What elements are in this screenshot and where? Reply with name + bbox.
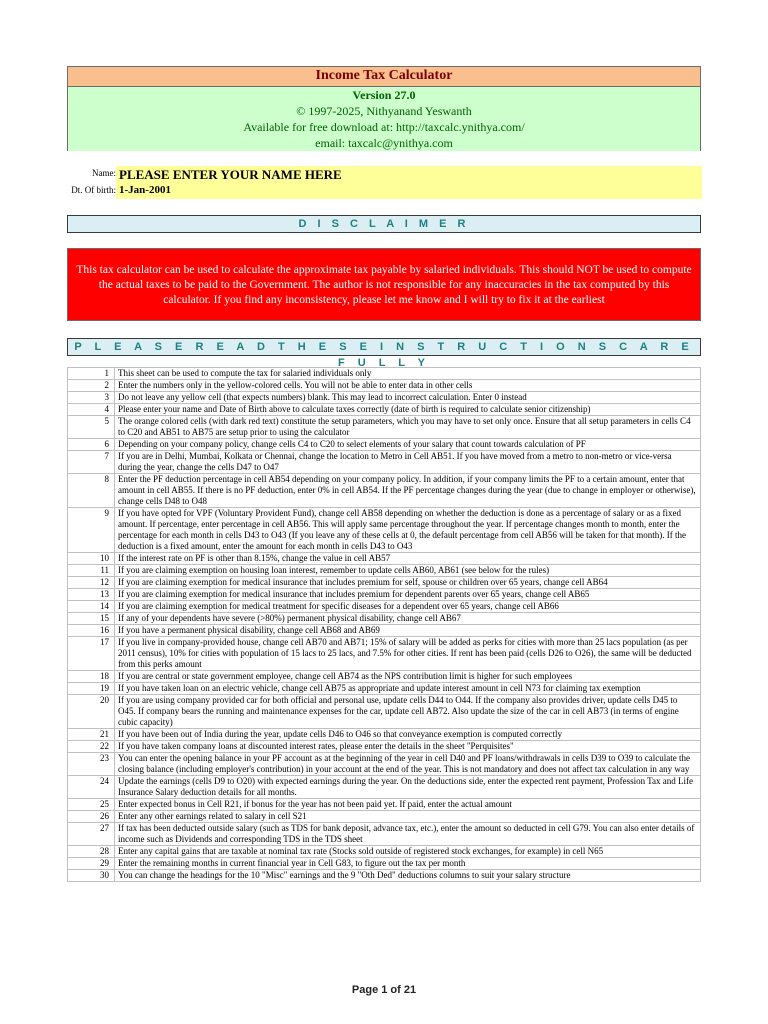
name-label: Name: xyxy=(92,168,116,178)
instruction-text: If you have been out of India during the year, update cells D46 to O46 so that conveyance exemption is computed correctly xyxy=(115,729,701,741)
instruction-row xyxy=(68,416,701,439)
instruction-number: 17 xyxy=(68,637,115,671)
instruction-row xyxy=(68,508,701,553)
instruction-text: If you are claiming exemption on housing loan interest, remember to update cells AB60, AB61 (see below for the rules) xyxy=(115,565,701,577)
instruction-number: 15 xyxy=(68,613,115,625)
instruction-number: 4 xyxy=(68,404,115,416)
disclaimer-text: This tax calculator can be used to calculate the approximate tax payable by salaried individuals. This should NOT be used to compute the actual taxes to be paid to the Government. The author is not responsible for any inaccuracies in the tax computed by this calculator. If you find any inconsistency, please let me know and I will try to fix it at the earliest xyxy=(67,248,701,321)
instruction-text: If you are claiming exemption for medical treatment for specific diseases for a dependent over 65 years, change cell AB66 xyxy=(115,601,701,613)
instruction-row xyxy=(68,368,701,380)
instruction-text: If you live in company-provided house, change cell AB70 and AB71; 15% of salary will be added as perks for cities with more than 25 lacs population (as per 2011 census), 10% for cities with population of 15 lacs to 25 lacs, and 7.5% for other cities. If rent has been paid (cells D26 to O26), the same will be deducted from this perks amount xyxy=(115,637,701,671)
instruction-text: If the interest rate on PF is other than 8.15%, change the value in cell AB57 xyxy=(115,553,701,565)
instruction-text: If you have taken company loans at discounted interest rates, please enter the details in the sheet "Perquisites" xyxy=(115,741,701,753)
instruction-text: Enter any capital gains that are taxable at nominal tax rate (Stocks sold outside of registered stock exchanges, for example) in cell N65 xyxy=(115,846,701,858)
download-link[interactable]: Available for free download at: http://taxcalc.ynithya.com/ xyxy=(243,120,525,134)
instruction-text: If you are claiming exemption for medical insurance that includes premium for self, spouse or children over 65 years, change cell AB64 xyxy=(115,577,701,589)
instruction-text: Update the earnings (cells D9 to O20) with expected earnings during the year. On the deductions side, enter the expected rent payment, Profession Tax and Life Insurance Salary deduction details for all months. xyxy=(115,776,701,799)
instruction-text: Please enter your name and Date of Birth above to calculate taxes correctly (date of birth is required to calculate senior citizenship) xyxy=(115,404,701,416)
instruction-text: Depending on your company policy, change cells C4 to C20 to select elements of your salary that count towards calculation of PF xyxy=(115,439,701,451)
instruction-row xyxy=(68,671,701,683)
page-number: Page 1 of 21 xyxy=(351,984,417,996)
title-box xyxy=(67,66,701,151)
instruction-number: 13 xyxy=(68,589,115,601)
instruction-row xyxy=(68,404,701,416)
instruction-text: You can enter the opening balance in your PF account as at the beginning of the year in cell D40 and PF loans/withdrawals in cells D39 to O39 to calculate the closing balance (including employer's contribution) in your account at the end of the year. This is not mandatory and does not affect tax calculation in any way xyxy=(115,753,701,776)
calculator-title: Income Tax Calculator xyxy=(68,67,700,87)
dob-input[interactable]: 1-Jan-2001 xyxy=(119,184,171,196)
instruction-row xyxy=(68,553,701,565)
instruction-row xyxy=(68,439,701,451)
name-input[interactable]: PLEASE ENTER YOUR NAME HERE xyxy=(119,167,342,182)
instruction-text: You can change the headings for the 10 "Misc" earnings and the 9 "Oth Ded" deductions columns to suit your salary structure xyxy=(115,870,701,882)
instruction-text: If tax has been deducted outside salary (such as TDS for bank deposit, advance tax, etc.), enter the amount so deducted in cell G79. You can also enter details of income such as Dividends and corresponding TDS in the TDS sheet xyxy=(115,823,701,846)
instruction-number: 3 xyxy=(68,392,115,404)
instruction-number: 27 xyxy=(68,823,115,846)
instructions-table xyxy=(67,367,701,882)
instruction-number: 23 xyxy=(68,753,115,776)
instruction-text: Do not leave any yellow cell (that expects numbers) blank. This may lead to incorrect calculation. Enter 0 instead xyxy=(115,392,701,404)
instruction-row xyxy=(68,613,701,625)
instruction-row xyxy=(68,577,701,589)
instruction-number: 24 xyxy=(68,776,115,799)
instruction-number: 7 xyxy=(68,451,115,474)
copyright-text: © 1997-2025, Nithyanand Yeswanth xyxy=(296,104,472,118)
instruction-number: 11 xyxy=(68,565,115,577)
instruction-number: 10 xyxy=(68,553,115,565)
instruction-row xyxy=(68,625,701,637)
instruction-number: 2 xyxy=(68,380,115,392)
instruction-row xyxy=(68,870,701,882)
dob-label: Dt. Of birth: xyxy=(71,185,116,195)
instruction-row xyxy=(68,637,701,671)
instruction-number: 14 xyxy=(68,601,115,613)
instruction-number: 21 xyxy=(68,729,115,741)
instruction-row xyxy=(68,589,701,601)
instruction-row xyxy=(68,799,701,811)
instruction-text: If you have opted for VPF (Voluntary Provident Fund), change cell AB58 depending on whether the deduction is done as a percentage of salary or as a fixed amount. If percentage, enter percentage in cell AB56. This will apply same percentage throughout the year. If percentage changes month to month, enter the percentage for each month in cells D43 to O43 (If you leave any of these cells at 0, the default percentage from cell AB56 will be taken for that month). If the deduction is a fixed amount, enter the amount for each month in cells D43 to O43 xyxy=(115,508,701,553)
instruction-number: 1 xyxy=(68,368,115,380)
instruction-row xyxy=(68,601,701,613)
instruction-row xyxy=(68,380,701,392)
title-info xyxy=(68,87,700,151)
instruction-row xyxy=(68,741,701,753)
instruction-row xyxy=(68,811,701,823)
instruction-text: If you are in Delhi, Mumbai, Kolkata or Chennai, change the location to Metro in Cell AB51. If you have moved from a metro to non-metro or vice-versa during the year, change the cells D47 to O47 xyxy=(115,451,701,474)
instruction-number: 18 xyxy=(68,671,115,683)
instruction-row xyxy=(68,474,701,508)
instruction-text: Enter expected bonus in Cell R21, if bonus for the year has not been paid yet. If paid, enter the actual amount xyxy=(115,799,701,811)
instruction-number: 30 xyxy=(68,870,115,882)
instruction-text: If any of your dependents have severe (>80%) permanent physical disability, change cell AB67 xyxy=(115,613,701,625)
instruction-number: 8 xyxy=(68,474,115,508)
instruction-number: 28 xyxy=(68,846,115,858)
instruction-text: The orange colored cells (with dark red text) constitute the setup parameters, which you may have to set only once. Ensure that all setup parameters in cells C4 to C20 and AB51 to AB75 are setup prior to using the calculator xyxy=(115,416,701,439)
instruction-text: If you are claiming exemption for medical insurance that includes premium for dependent parents over 65 years, change cell AB65 xyxy=(115,589,701,601)
instruction-number: 6 xyxy=(68,439,115,451)
instruction-text: If you have a permanent physical disability, change cell AB68 and AB69 xyxy=(115,625,701,637)
instruction-number: 29 xyxy=(68,858,115,870)
instruction-row xyxy=(68,823,701,846)
disclaimer-heading: D I S C L A I M E R xyxy=(67,215,701,233)
instruction-text: If you are using company provided car for both official and personal use, update cells D44 to O44. If the company also provides driver, update cells D45 to O45. If company bears the running and maintenance expenses for the car, update cell AB72. Also update the size of the car in cell AB73 (in terms of engine cubic capacity) xyxy=(115,695,701,729)
instruction-text: Enter any other earnings related to salary in cell S21 xyxy=(115,811,701,823)
instruction-number: 22 xyxy=(68,741,115,753)
instruction-row xyxy=(68,451,701,474)
instruction-text: If you are central or state government employee, change cell AB74 as the NPS contribution limit is higher for such employees xyxy=(115,671,701,683)
instruction-number: 19 xyxy=(68,683,115,695)
instruction-number: 16 xyxy=(68,625,115,637)
instruction-number: 12 xyxy=(68,577,115,589)
version-text: Version 27.0 xyxy=(352,88,416,102)
instruction-number: 5 xyxy=(68,416,115,439)
instruction-number: 26 xyxy=(68,811,115,823)
instruction-row xyxy=(68,565,701,577)
instruction-number: 9 xyxy=(68,508,115,553)
instruction-row xyxy=(68,392,701,404)
instruction-number: 20 xyxy=(68,695,115,729)
instructions-heading: P L E A S E R E A D T H E S E I N S T R U C T I O N S C A R E F U L L Y xyxy=(67,338,701,356)
instruction-row xyxy=(68,776,701,799)
instruction-row xyxy=(68,729,701,741)
email-link[interactable]: email: taxcalc@ynithya.com xyxy=(315,136,453,150)
instruction-row xyxy=(68,858,701,870)
instruction-text: If you have taken loan on an electric vehicle, change cell AB75 as appropriate and update interest amount in cell N73 for claiming tax exemption xyxy=(115,683,701,695)
instruction-row xyxy=(68,846,701,858)
instruction-row xyxy=(68,695,701,729)
instruction-text: This sheet can be used to compute the tax for salaried individuals only xyxy=(115,368,701,380)
instruction-text: Enter the numbers only in the yellow-colored cells. You will not be able to enter data in other cells xyxy=(115,380,701,392)
instruction-number: 25 xyxy=(68,799,115,811)
instruction-row xyxy=(68,753,701,776)
instruction-row xyxy=(68,683,701,695)
instruction-text: Enter the remaining months in current financial year in Cell G83, to figure out the tax per month xyxy=(115,858,701,870)
instruction-text: Enter the PF deduction percentage in cell AB54 depending on your company policy. In addition, if your company limits the PF to a certain amount, enter that amount in cell AB55. If there is no PF deduction, enter 0% in cell AB54. If the PF percentage changes during the year (due to change in employer or otherwise), change cells D48 to O48 xyxy=(115,474,701,508)
